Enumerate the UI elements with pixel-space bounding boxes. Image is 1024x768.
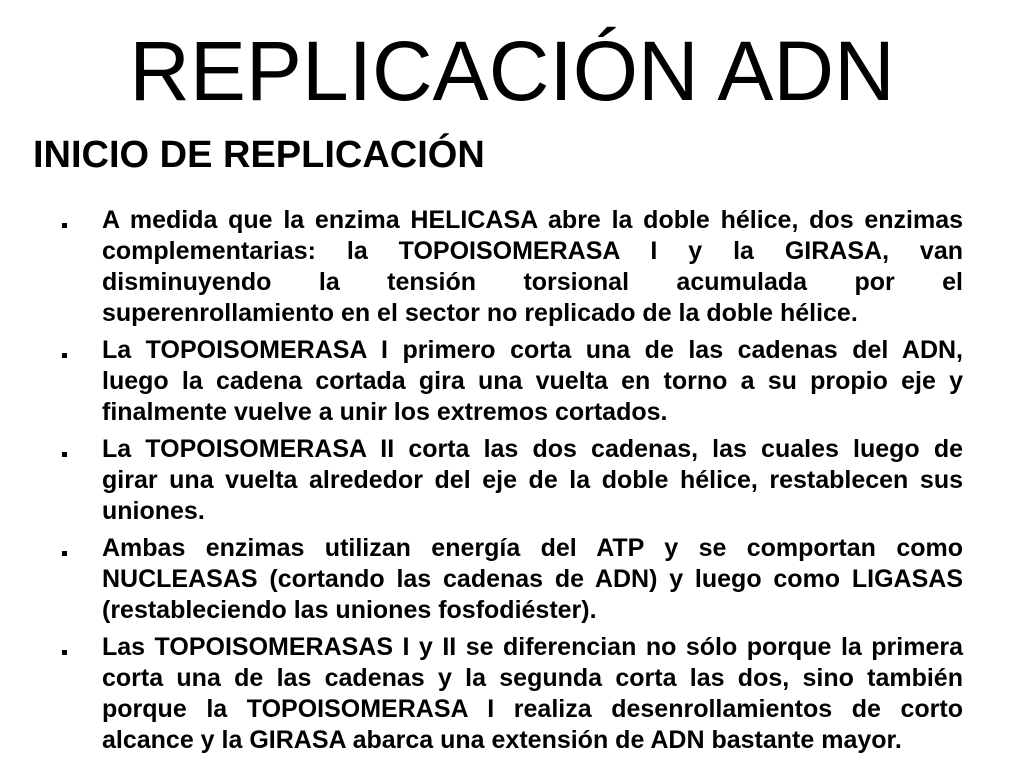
bullet-line: girar una vuelta alrededor del eje de la doble hélice, restablecen sus — [102, 466, 963, 494]
bullet-item — [102, 335, 963, 428]
bullet-line: Las TOPOISOMERASAS I y II se diferencian no sólo porque la primera — [102, 633, 963, 661]
slide-subtitle: INICIO DE REPLICACIÓN — [33, 134, 485, 176]
bullet-item — [102, 434, 963, 527]
square-bullet-icon — [62, 452, 67, 457]
bullet-item — [102, 533, 963, 626]
bullet-list — [102, 205, 963, 756]
square-bullet-icon — [62, 551, 67, 556]
bullet-line: superenrollamiento en el sector no replicado de la doble hélice. — [102, 299, 858, 327]
square-bullet-icon — [62, 223, 67, 228]
bullet-line: alcance y la GIRASA abarca una extensión de ADN bastante mayor. — [102, 726, 902, 754]
bullet-line: La TOPOISOMERASA II corta las dos cadenas, las cuales luego de — [102, 435, 963, 463]
bullet-line: finalmente vuelve a unir los extremos cortados. — [102, 398, 668, 426]
bullet-line: NUCLEASAS (cortando las cadenas de ADN) y luego como LIGASAS — [102, 565, 963, 593]
bullet-line: (restableciendo las uniones fosfodiéster). — [102, 596, 597, 624]
square-bullet-icon — [62, 353, 67, 358]
bullet-line: A medida que la enzima HELICASA abre la doble hélice, dos enzimas — [102, 206, 963, 234]
slide-title: REPLICACIÓN ADN — [129, 24, 895, 118]
bullet-item — [102, 205, 963, 329]
bullet-line: Ambas enzimas utilizan energía del ATP y se comportan como — [102, 534, 963, 562]
bullet-line: porque la TOPOISOMERASA I realiza desenrollamientos de corto — [102, 695, 963, 723]
bullet-line: complementarias: la TOPOISOMERASA I y la GIRASA, van — [102, 237, 963, 265]
bullet-line: La TOPOISOMERASA I primero corta una de las cadenas del ADN, — [102, 336, 963, 364]
bullet-item — [102, 632, 963, 756]
bullet-line: luego la cadena cortada gira una vuelta en torno a su propio eje y — [102, 367, 963, 395]
bullet-line: disminuyendo la tensión torsional acumulada por el — [102, 268, 963, 296]
square-bullet-icon — [62, 650, 67, 655]
bullet-line: uniones. — [102, 497, 205, 525]
bullet-line: corta una de las cadenas y la segunda corta las dos, sino también — [102, 664, 963, 692]
